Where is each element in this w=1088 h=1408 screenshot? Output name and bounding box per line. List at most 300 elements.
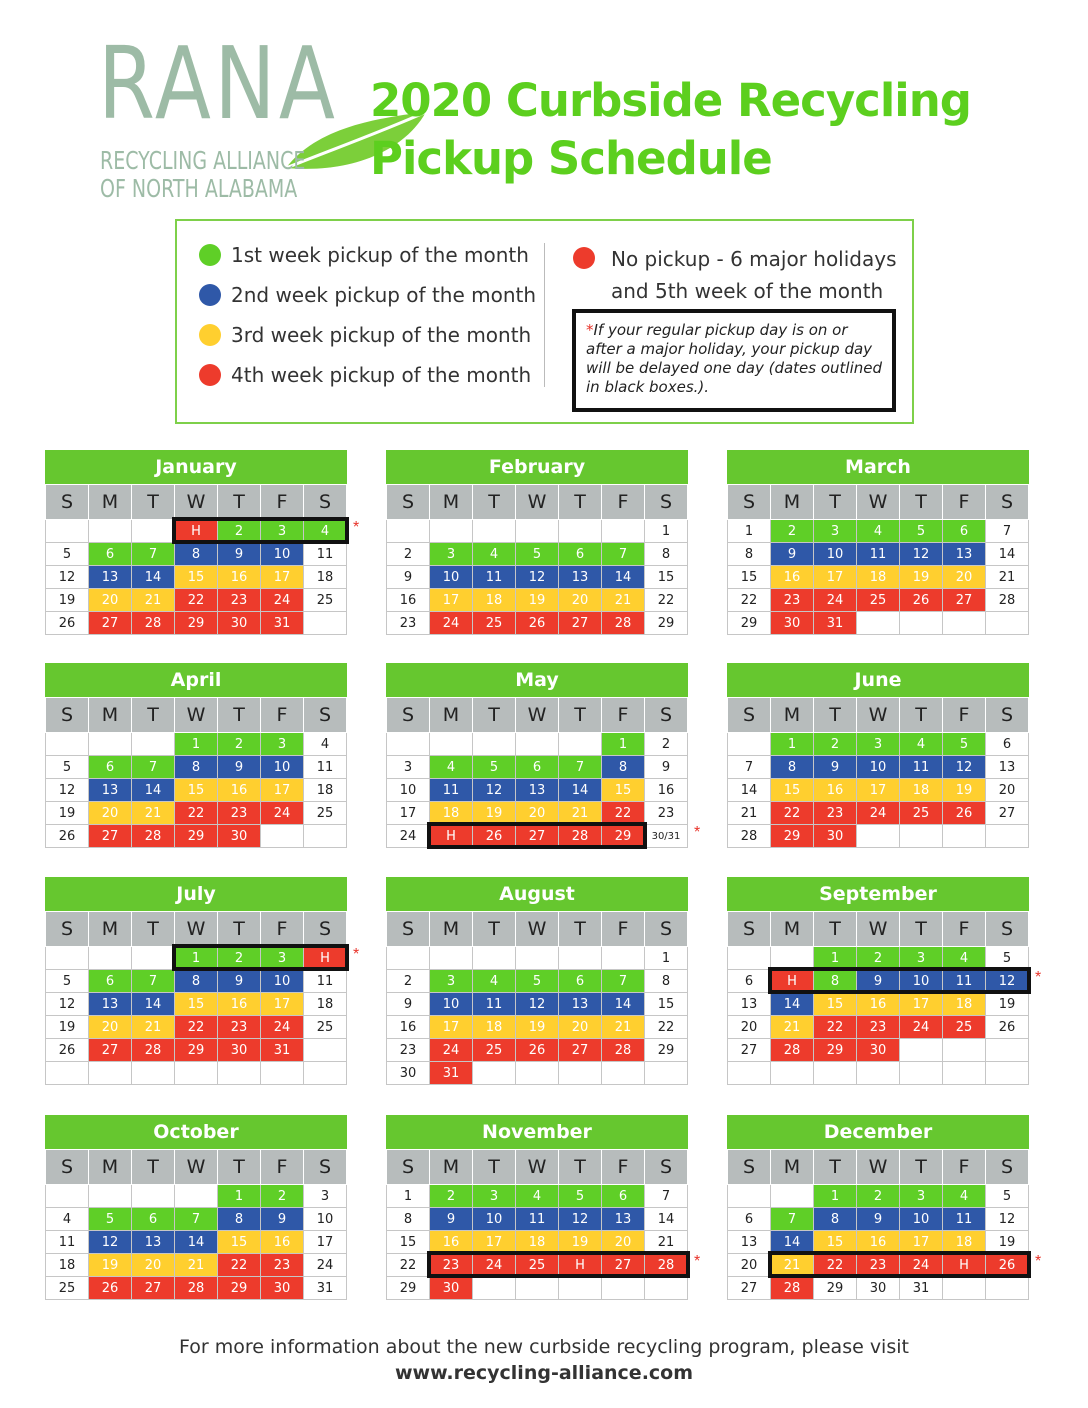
day-cell: 30 xyxy=(218,612,261,635)
day-cell: 21 xyxy=(132,1016,175,1039)
day-cell: 5 xyxy=(900,520,943,543)
day-cell: 12 xyxy=(900,543,943,566)
day-cell: 24 xyxy=(857,802,900,825)
empty-cell xyxy=(602,947,645,970)
day-cell: 15 xyxy=(771,779,814,802)
weekday-header: T xyxy=(559,485,602,520)
month-table xyxy=(386,484,688,635)
day-cell: 28 xyxy=(645,1254,688,1277)
month-table xyxy=(386,697,688,848)
day-cell: 2 xyxy=(771,520,814,543)
day-cell: 8 xyxy=(645,543,688,566)
empty-cell xyxy=(986,825,1029,848)
day-cell: 12 xyxy=(516,566,559,589)
day-cell: 16 xyxy=(218,566,261,589)
footer-info: For more information about the new curbside recycling program, please visit xyxy=(179,1336,909,1358)
day-cell: 28 xyxy=(771,1277,814,1300)
empty-cell xyxy=(559,947,602,970)
day-cell: 23 xyxy=(218,589,261,612)
day-cell: 12 xyxy=(89,1231,132,1254)
day-cell: 14 xyxy=(175,1231,218,1254)
day-cell: 2 xyxy=(387,970,430,993)
day-cell: 22 xyxy=(645,589,688,612)
empty-cell xyxy=(473,733,516,756)
day-cell: 1 xyxy=(218,1185,261,1208)
week-row xyxy=(728,779,1029,802)
month-calendar-september xyxy=(727,877,1029,1085)
weekday-header: T xyxy=(473,1150,516,1185)
day-cell: 5 xyxy=(986,1185,1029,1208)
legend-dot-week1 xyxy=(199,244,221,266)
legend xyxy=(175,219,914,424)
day-cell: 31 xyxy=(430,1062,473,1085)
empty-cell xyxy=(986,1277,1029,1300)
weekday-header: F xyxy=(602,912,645,947)
empty-cell xyxy=(89,1062,132,1085)
week-row xyxy=(728,1231,1029,1254)
day-cell: 27 xyxy=(89,825,132,848)
day-cell: 30 xyxy=(857,1039,900,1062)
weekday-header: M xyxy=(430,485,473,520)
day-cell: 26 xyxy=(46,612,89,635)
empty-cell xyxy=(900,1039,943,1062)
day-cell: 3 xyxy=(387,756,430,779)
day-cell: 20 xyxy=(986,779,1029,802)
weekday-header: M xyxy=(771,698,814,733)
empty-cell xyxy=(387,520,430,543)
legend-item-week3 xyxy=(199,323,531,347)
day-cell: 22 xyxy=(218,1254,261,1277)
empty-cell xyxy=(516,1062,559,1085)
day-cell: 7 xyxy=(559,756,602,779)
weekday-header: F xyxy=(943,485,986,520)
weekday-header: S xyxy=(645,698,688,733)
empty-cell xyxy=(261,825,304,848)
day-cell: 5 xyxy=(46,970,89,993)
week-row xyxy=(728,733,1029,756)
empty-cell xyxy=(430,520,473,543)
day-cell: 6 xyxy=(728,970,771,993)
day-cell: 29 xyxy=(645,612,688,635)
day-cell: 11 xyxy=(473,566,516,589)
weekday-header: S xyxy=(728,1150,771,1185)
logo-letters: RANA xyxy=(98,25,339,142)
day-cell: 14 xyxy=(602,566,645,589)
day-cell: 1 xyxy=(814,1185,857,1208)
day-cell: 30 xyxy=(218,825,261,848)
month-table xyxy=(45,911,347,1085)
day-cell: 19 xyxy=(516,589,559,612)
legend-label-week1: 1st week pickup of the month xyxy=(231,243,529,267)
empty-cell xyxy=(132,1185,175,1208)
footer-website[interactable]: www.recycling-alliance.com xyxy=(394,1362,694,1384)
day-cell: 14 xyxy=(602,993,645,1016)
day-cell: 28 xyxy=(175,1277,218,1300)
day-cell: 21 xyxy=(986,566,1029,589)
day-cell: 27 xyxy=(728,1277,771,1300)
day-cell: 7 xyxy=(132,543,175,566)
empty-cell xyxy=(132,947,175,970)
month-calendar-june xyxy=(727,663,1029,848)
weekday-header: T xyxy=(218,1150,261,1185)
day-cell: 1 xyxy=(814,947,857,970)
day-cell: 29 xyxy=(175,1039,218,1062)
day-cell: 22 xyxy=(814,1016,857,1039)
day-cell: 11 xyxy=(943,1208,986,1231)
day-cell: 4 xyxy=(943,1185,986,1208)
day-cell: 27 xyxy=(986,802,1029,825)
month-title: April xyxy=(45,663,347,697)
day-cell: 30 xyxy=(857,1277,900,1300)
day-cell: 31 xyxy=(814,612,857,635)
day-cell: 15 xyxy=(175,993,218,1016)
day-cell: 4 xyxy=(473,543,516,566)
day-cell: 29 xyxy=(645,1039,688,1062)
weekday-header: M xyxy=(771,485,814,520)
delay-asterisk: * xyxy=(1035,1253,1042,1270)
weekday-header: S xyxy=(387,912,430,947)
empty-cell xyxy=(132,733,175,756)
month-title: June xyxy=(727,663,1029,697)
day-cell: 18 xyxy=(516,1231,559,1254)
day-cell: 20 xyxy=(943,566,986,589)
holiday-note xyxy=(572,309,896,412)
empty-cell xyxy=(516,733,559,756)
day-cell: 31 xyxy=(261,1039,304,1062)
empty-cell xyxy=(89,520,132,543)
day-cell: 11 xyxy=(943,970,986,993)
day-cell: 22 xyxy=(645,1016,688,1039)
day-cell: 8 xyxy=(728,543,771,566)
day-cell: 13 xyxy=(986,756,1029,779)
day-cell: 27 xyxy=(132,1277,175,1300)
day-cell: 24 xyxy=(261,589,304,612)
day-cell: 13 xyxy=(132,1231,175,1254)
day-cell: 1 xyxy=(771,733,814,756)
day-cell: 31 xyxy=(900,1277,943,1300)
day-cell: 18 xyxy=(430,802,473,825)
empty-cell xyxy=(900,1062,943,1085)
day-cell: 8 xyxy=(814,1208,857,1231)
week-row xyxy=(728,1039,1029,1062)
day-cell: 13 xyxy=(559,993,602,1016)
day-cell: 29 xyxy=(175,825,218,848)
day-cell: 28 xyxy=(602,612,645,635)
empty-cell xyxy=(89,1185,132,1208)
day-cell: 7 xyxy=(986,520,1029,543)
day-cell: 12 xyxy=(46,993,89,1016)
day-cell: 3 xyxy=(900,947,943,970)
month-title: January xyxy=(45,450,347,484)
holiday-cell: H xyxy=(304,947,347,970)
month-calendar-october xyxy=(45,1115,347,1300)
day-cell: 21 xyxy=(602,1016,645,1039)
weekday-header: T xyxy=(473,698,516,733)
day-cell: 24 xyxy=(261,802,304,825)
day-cell: 30/31 xyxy=(645,825,688,848)
week-row xyxy=(728,1277,1029,1300)
day-cell: 11 xyxy=(46,1231,89,1254)
empty-cell xyxy=(771,1185,814,1208)
empty-cell xyxy=(473,1277,516,1300)
day-cell: 13 xyxy=(89,566,132,589)
weekday-header: T xyxy=(473,912,516,947)
day-cell: 18 xyxy=(304,779,347,802)
day-cell: 17 xyxy=(261,566,304,589)
day-cell: 25 xyxy=(473,1039,516,1062)
day-cell: 26 xyxy=(46,825,89,848)
weekday-header: S xyxy=(387,698,430,733)
day-cell: 20 xyxy=(728,1254,771,1277)
day-cell: 13 xyxy=(89,993,132,1016)
day-cell: 18 xyxy=(473,589,516,612)
weekday-header: F xyxy=(602,698,645,733)
day-cell: 9 xyxy=(430,1208,473,1231)
day-cell: 16 xyxy=(857,1231,900,1254)
day-cell: 14 xyxy=(132,993,175,1016)
day-cell: 24 xyxy=(430,1039,473,1062)
week-row xyxy=(387,1254,688,1277)
day-cell: 12 xyxy=(46,779,89,802)
week-row xyxy=(46,1185,347,1208)
day-cell: 17 xyxy=(387,802,430,825)
legend-dot-week3 xyxy=(199,324,221,346)
week-row xyxy=(387,733,688,756)
day-cell: 4 xyxy=(900,733,943,756)
day-cell: 19 xyxy=(986,993,1029,1016)
weekday-header: T xyxy=(218,485,261,520)
legend-divider xyxy=(544,243,545,387)
day-cell: 28 xyxy=(132,825,175,848)
empty-cell xyxy=(857,612,900,635)
weekday-header: T xyxy=(218,698,261,733)
weekday-header: M xyxy=(430,912,473,947)
weekday-header: T xyxy=(814,1150,857,1185)
weekday-header: F xyxy=(261,912,304,947)
weekday-header: S xyxy=(986,698,1029,733)
day-cell: 29 xyxy=(728,612,771,635)
day-cell: 16 xyxy=(771,566,814,589)
day-cell: 17 xyxy=(261,779,304,802)
day-cell: 4 xyxy=(943,947,986,970)
day-cell: 6 xyxy=(943,520,986,543)
day-cell: 11 xyxy=(516,1208,559,1231)
day-cell: 16 xyxy=(218,993,261,1016)
month-calendar-may xyxy=(386,663,688,848)
day-cell: 9 xyxy=(218,756,261,779)
empty-cell xyxy=(89,733,132,756)
day-cell: 19 xyxy=(46,589,89,612)
day-cell: 12 xyxy=(516,993,559,1016)
weekday-header: S xyxy=(645,485,688,520)
weekday-header: T xyxy=(132,1150,175,1185)
title-line-1: 2020 Curbside Recycling xyxy=(370,74,971,127)
day-cell: 25 xyxy=(473,612,516,635)
day-cell: 23 xyxy=(387,1039,430,1062)
day-cell: 21 xyxy=(175,1254,218,1277)
weekday-header: M xyxy=(89,698,132,733)
week-row xyxy=(387,589,688,612)
day-cell: 21 xyxy=(771,1016,814,1039)
day-cell: 13 xyxy=(728,993,771,1016)
day-cell: 28 xyxy=(771,1039,814,1062)
empty-cell xyxy=(728,733,771,756)
day-cell: 30 xyxy=(387,1062,430,1085)
weekday-header: S xyxy=(645,1150,688,1185)
day-cell: 24 xyxy=(304,1254,347,1277)
day-cell: 25 xyxy=(900,802,943,825)
day-cell: 30 xyxy=(814,825,857,848)
day-cell: 25 xyxy=(857,589,900,612)
weekday-header: M xyxy=(430,1150,473,1185)
day-cell: 8 xyxy=(771,756,814,779)
day-cell: 27 xyxy=(728,1039,771,1062)
day-cell: 17 xyxy=(304,1231,347,1254)
day-cell: 3 xyxy=(261,520,304,543)
week-row xyxy=(46,947,347,970)
day-cell: 20 xyxy=(516,802,559,825)
day-cell: 19 xyxy=(473,802,516,825)
month-table xyxy=(727,911,1029,1085)
day-cell: 8 xyxy=(602,756,645,779)
day-cell: 18 xyxy=(304,566,347,589)
empty-cell xyxy=(986,1039,1029,1062)
day-cell: 5 xyxy=(516,970,559,993)
day-cell: 14 xyxy=(771,993,814,1016)
day-cell: 15 xyxy=(175,566,218,589)
weekday-header: F xyxy=(261,485,304,520)
day-cell: 25 xyxy=(304,802,347,825)
month-table xyxy=(727,484,1029,635)
legend-dot-no-pickup xyxy=(573,247,595,269)
day-cell: 3 xyxy=(304,1185,347,1208)
day-cell: 19 xyxy=(46,1016,89,1039)
day-cell: 5 xyxy=(986,947,1029,970)
day-cell: 26 xyxy=(516,612,559,635)
empty-cell xyxy=(728,1062,771,1085)
week-row xyxy=(728,566,1029,589)
day-cell: 26 xyxy=(516,1039,559,1062)
day-cell: 9 xyxy=(218,970,261,993)
month-calendar-november xyxy=(386,1115,688,1300)
month-calendar-august xyxy=(386,877,688,1085)
day-cell: 15 xyxy=(602,779,645,802)
day-cell: 27 xyxy=(516,825,559,848)
day-cell: 1 xyxy=(728,520,771,543)
day-cell: 20 xyxy=(132,1254,175,1277)
note-asterisk: * xyxy=(586,321,594,339)
day-cell: 27 xyxy=(602,1254,645,1277)
day-cell: 21 xyxy=(645,1231,688,1254)
empty-cell xyxy=(602,1062,645,1085)
holiday-cell: H xyxy=(175,520,218,543)
week-row xyxy=(46,566,347,589)
day-cell: 8 xyxy=(175,756,218,779)
day-cell: 6 xyxy=(89,756,132,779)
weekday-header: S xyxy=(46,1150,89,1185)
day-cell: 29 xyxy=(814,1277,857,1300)
day-cell: 4 xyxy=(516,1185,559,1208)
weekday-header: S xyxy=(46,485,89,520)
day-cell: 17 xyxy=(430,1016,473,1039)
month-title: October xyxy=(45,1115,347,1149)
day-cell: 12 xyxy=(986,970,1029,993)
day-cell: 2 xyxy=(218,947,261,970)
month-calendar-february xyxy=(386,450,688,635)
weekday-header: S xyxy=(986,1150,1029,1185)
day-cell: 21 xyxy=(132,802,175,825)
week-row xyxy=(387,947,688,970)
day-cell: 28 xyxy=(602,1039,645,1062)
day-cell: 27 xyxy=(89,1039,132,1062)
day-cell: 10 xyxy=(430,993,473,1016)
day-cell: 14 xyxy=(728,779,771,802)
day-cell: 24 xyxy=(900,1016,943,1039)
month-title: May xyxy=(386,663,688,697)
day-cell: 28 xyxy=(132,612,175,635)
day-cell: 29 xyxy=(814,1039,857,1062)
week-row xyxy=(728,1016,1029,1039)
empty-cell xyxy=(304,1039,347,1062)
legend-label-week2: 2nd week pickup of the month xyxy=(231,283,537,307)
week-row xyxy=(728,543,1029,566)
week-row xyxy=(728,589,1029,612)
weekday-header: W xyxy=(857,912,900,947)
day-cell: 9 xyxy=(645,756,688,779)
day-cell: 29 xyxy=(387,1277,430,1300)
day-cell: 16 xyxy=(387,1016,430,1039)
day-cell: 25 xyxy=(46,1277,89,1300)
day-cell: 10 xyxy=(387,779,430,802)
week-row xyxy=(387,612,688,635)
weekday-header: W xyxy=(175,912,218,947)
weekday-header: W xyxy=(857,698,900,733)
week-row xyxy=(387,1231,688,1254)
weekday-header: F xyxy=(943,1150,986,1185)
day-cell: 21 xyxy=(602,589,645,612)
month-table xyxy=(386,911,688,1085)
day-cell: 30 xyxy=(430,1277,473,1300)
month-table xyxy=(45,484,347,635)
delay-asterisk: * xyxy=(694,824,701,841)
day-cell: 22 xyxy=(387,1254,430,1277)
day-cell: 17 xyxy=(261,993,304,1016)
day-cell: 25 xyxy=(304,589,347,612)
week-row xyxy=(46,1231,347,1254)
weekday-header: S xyxy=(46,698,89,733)
day-cell: 28 xyxy=(728,825,771,848)
day-cell: 7 xyxy=(132,970,175,993)
day-cell: 15 xyxy=(645,993,688,1016)
day-cell: 1 xyxy=(602,733,645,756)
day-cell: 12 xyxy=(473,779,516,802)
weekday-header: S xyxy=(387,1150,430,1185)
day-cell: 6 xyxy=(89,970,132,993)
day-cell: 4 xyxy=(304,520,347,543)
week-row xyxy=(387,1185,688,1208)
empty-cell xyxy=(602,520,645,543)
day-cell: 18 xyxy=(943,1231,986,1254)
empty-cell xyxy=(559,1277,602,1300)
week-row xyxy=(728,970,1029,993)
day-cell: 4 xyxy=(473,970,516,993)
weekday-header: M xyxy=(89,485,132,520)
weekday-header: T xyxy=(814,912,857,947)
empty-cell xyxy=(261,1062,304,1085)
empty-cell xyxy=(645,1277,688,1300)
weekday-header: S xyxy=(304,912,347,947)
day-cell: 6 xyxy=(602,1185,645,1208)
